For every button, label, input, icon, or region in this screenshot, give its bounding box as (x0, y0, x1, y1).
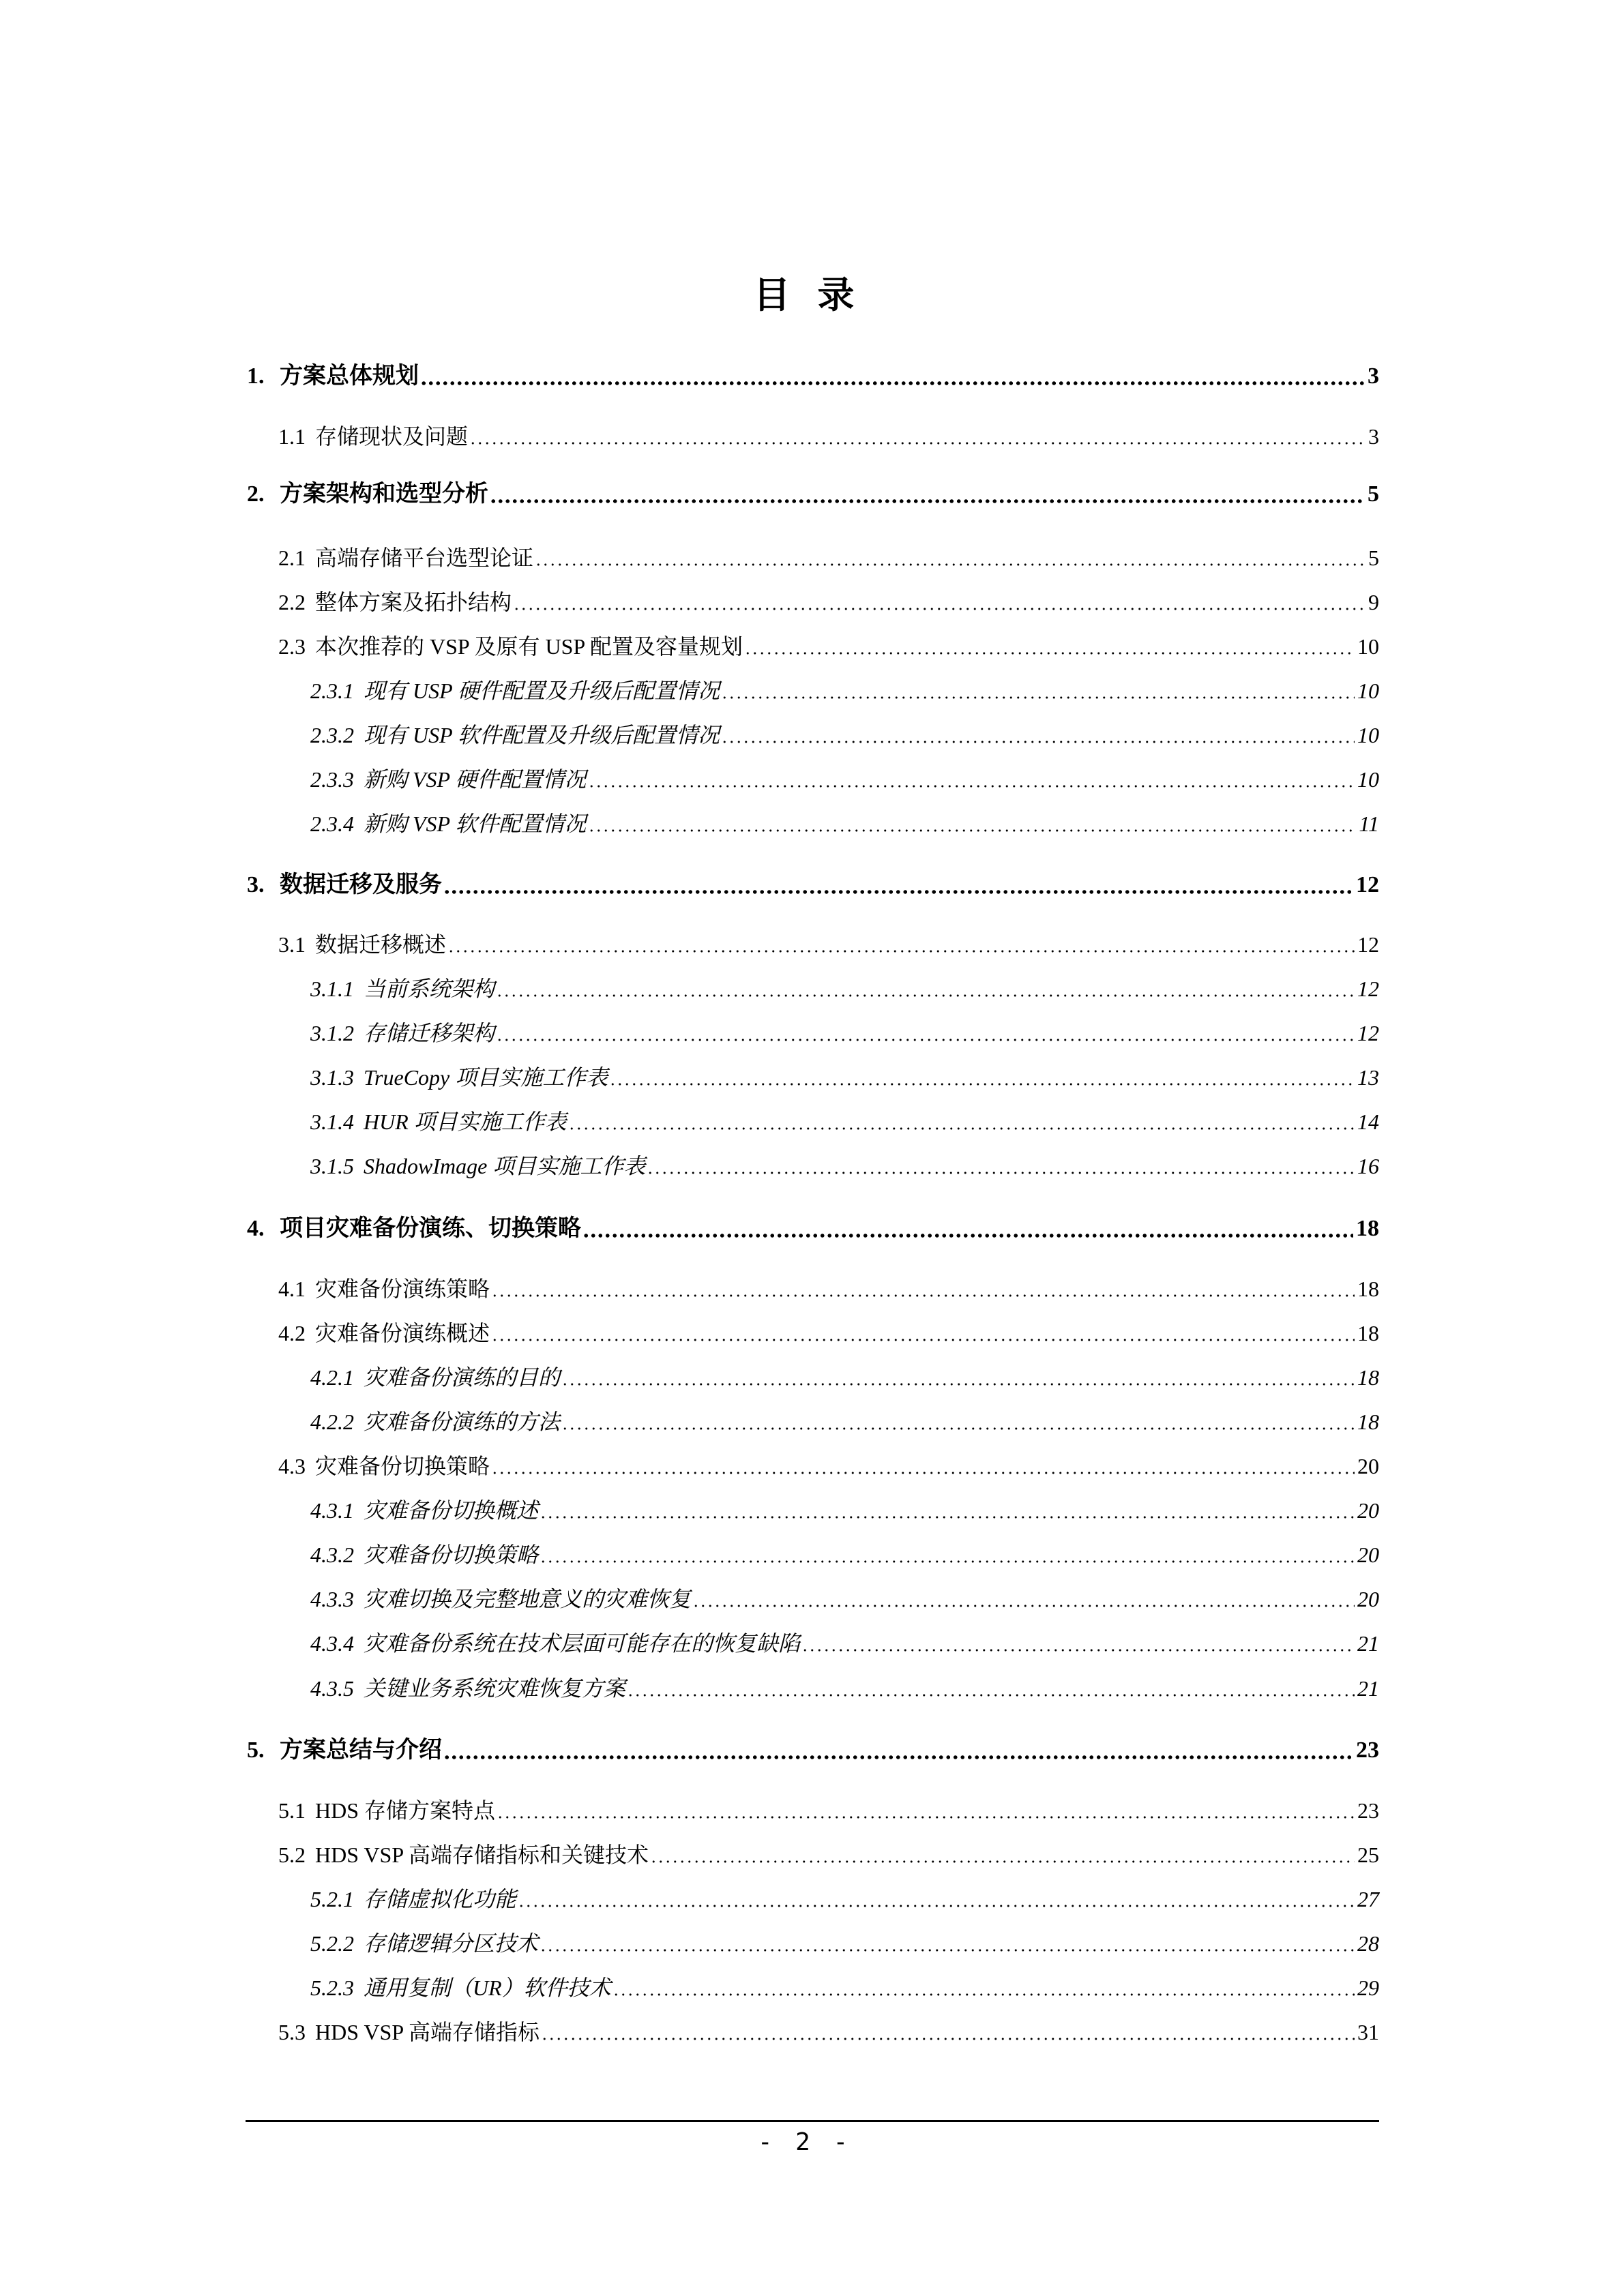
dot-leader (535, 543, 1365, 573)
toc-entry-page: 10 (1357, 634, 1379, 659)
toc-entry-number: 2.1 (278, 546, 306, 570)
toc-entry-page: 3 (1368, 363, 1379, 389)
toc-entry-5-2-2[interactable] (246, 1924, 1379, 1958)
toc-entry-page: 18 (1357, 1277, 1379, 1301)
toc-entry-number: 5.1 (278, 1798, 306, 1823)
toc-entry-page: 18 (1357, 1410, 1379, 1434)
toc-entry-label: 数据迁移概述 (315, 932, 447, 957)
toc-entry-4-3-4[interactable] (246, 1624, 1379, 1658)
toc-entry-number: 4.3.5 (310, 1676, 354, 1701)
toc-entry-4-2[interactable] (246, 1314, 1379, 1348)
toc-entry-page: 28 (1357, 1931, 1379, 1956)
toc-entry-label: ShadowImage 项目实施工作表 (364, 1154, 646, 1178)
toc-entry-2-3-4[interactable] (246, 805, 1379, 839)
dot-leader (609, 1062, 1355, 1092)
toc-entry-number: 1.1 (278, 424, 306, 449)
toc-entry-number: 4.1 (278, 1277, 306, 1301)
dot-leader (588, 809, 1357, 839)
toc-entry-label: 灾难备份切换策略 (315, 1454, 490, 1478)
toc-entry-3-1-5[interactable] (246, 1147, 1379, 1181)
toc-entry-number: 5.2 (278, 1843, 306, 1867)
toc-entry-page: 14 (1357, 1109, 1379, 1134)
toc-entry-label: 新购 VSP 软件配置情况 (364, 811, 587, 836)
dot-leader (721, 720, 1355, 750)
dot-leader (518, 1884, 1355, 1914)
dot-leader (561, 1407, 1355, 1437)
toc-entry-page: 20 (1357, 1587, 1379, 1611)
toc-entry-page: 5 (1368, 546, 1379, 570)
toc-entry-1-1[interactable] (246, 417, 1379, 451)
toc-entry-page: 23 (1357, 1798, 1379, 1823)
toc-entry-page: 12 (1357, 976, 1379, 1001)
dot-leader (568, 1107, 1355, 1137)
dot-leader (540, 1495, 1355, 1525)
dot-leader (443, 870, 1353, 900)
dot-leader (721, 676, 1355, 706)
toc-entry-label: 当前系统架构 (364, 976, 495, 1001)
toc-entry-5-2[interactable] (246, 1836, 1379, 1870)
toc-entry-3-1-1[interactable] (246, 970, 1379, 1004)
toc-entry-page: 20 (1357, 1542, 1379, 1567)
toc-entry-label: 灾难切换及完整地意义的灾难恢复 (364, 1587, 692, 1611)
toc-entry-5[interactable] (246, 1731, 1379, 1765)
toc-entry-number: 4.3.2 (310, 1542, 354, 1567)
toc-entry-number: 2.3.2 (310, 723, 354, 747)
dot-leader (469, 421, 1365, 451)
toc-entry-number: 5.3 (278, 2020, 306, 2044)
dot-leader (490, 479, 1365, 509)
toc-entry-number: 2.3 (278, 634, 306, 659)
dot-leader (447, 929, 1355, 959)
toc-entry-3-1-4[interactable] (246, 1103, 1379, 1137)
toc-entry-4-3-5[interactable] (246, 1669, 1379, 1703)
toc-entry-number: 2.3.3 (310, 767, 354, 792)
dot-leader (497, 1795, 1355, 1825)
table-of-contents (246, 0, 1379, 2114)
toc-entry-page: 12 (1357, 1021, 1379, 1045)
toc-entry-page: 10 (1357, 679, 1379, 703)
toc-entry-number: 4.2.1 (310, 1365, 354, 1390)
toc-entry-label: 存储虚拟化功能 (364, 1887, 517, 1911)
toc-entry-label: 灾难备份演练的方法 (364, 1410, 561, 1434)
toc-entry-label: HDS VSP 高端存储指标 (315, 2020, 540, 2044)
toc-entry-page: 13 (1357, 1065, 1379, 1090)
toc-entry-5-2-3[interactable] (246, 1969, 1379, 2003)
toc-entry-number: 4.3.4 (310, 1631, 354, 1656)
toc-entry-number: 4.2.2 (310, 1410, 354, 1434)
toc-entry-4[interactable] (246, 1210, 1379, 1244)
dot-leader (627, 1673, 1355, 1703)
toc-entry-label: 存储迁移架构 (364, 1021, 495, 1045)
toc-entry-label: 存储现状及问题 (315, 424, 469, 449)
toc-entry-page: 11 (1359, 811, 1379, 836)
dot-leader (561, 1362, 1355, 1392)
toc-entry-label: 高端存储平台选型论证 (315, 546, 534, 570)
dot-leader (443, 1735, 1353, 1765)
toc-entry-number: 4.3 (278, 1454, 306, 1478)
dot-leader (540, 1540, 1355, 1570)
toc-entry-5-2-1[interactable] (246, 1880, 1379, 1914)
toc-entry-2[interactable] (246, 475, 1379, 509)
dot-leader (692, 1584, 1355, 1614)
toc-entry-2-3-1[interactable] (246, 672, 1379, 706)
dot-leader (420, 361, 1365, 391)
toc-entry-4-2-2[interactable] (246, 1403, 1379, 1437)
toc-entry-2-1[interactable] (246, 539, 1379, 573)
toc-entry-number: 5. (247, 1738, 265, 1763)
toc-entry-3-1-3[interactable] (246, 1058, 1379, 1092)
toc-entry-page: 21 (1357, 1631, 1379, 1656)
dot-leader (491, 1274, 1355, 1304)
toc-entry-number: 3.1 (278, 932, 306, 957)
toc-entry-page: 20 (1357, 1498, 1379, 1523)
toc-entry-label: 灾难备份演练的目的 (364, 1365, 561, 1390)
toc-entry-4-3-1[interactable] (246, 1491, 1379, 1525)
dot-leader (588, 764, 1355, 794)
toc-entry-number: 3. (247, 872, 265, 897)
toc-entry-2-3-2[interactable] (246, 716, 1379, 750)
toc-entry-number: 5.2.2 (310, 1931, 354, 1956)
toc-entry-number: 1. (247, 363, 265, 389)
toc-entry-label: 方案架构和选型分析 (280, 481, 488, 507)
toc-entry-label: 关键业务系统灾难恢复方案 (364, 1676, 626, 1701)
toc-entry-page: 29 (1357, 1976, 1379, 2000)
toc-entry-label: 灾难备份系统在技术层面可能存在的恢复缺陷 (364, 1631, 801, 1656)
toc-entry-4-1[interactable] (246, 1270, 1379, 1304)
dot-leader (496, 1018, 1355, 1048)
toc-entry-page: 20 (1357, 1454, 1379, 1478)
dot-leader (650, 1840, 1355, 1870)
toc-entry-3-1[interactable] (246, 925, 1379, 959)
toc-entry-number: 3.1.1 (310, 976, 354, 1001)
toc-entry-page: 27 (1357, 1887, 1379, 1911)
toc-entry-label: HDS VSP 高端存储指标和关键技术 (315, 1843, 649, 1867)
toc-entry-label: 整体方案及拓扑结构 (315, 590, 512, 614)
toc-entry-page: 12 (1356, 872, 1379, 897)
toc-entry-label: 新购 VSP 硬件配置情况 (364, 767, 587, 792)
toc-entry-label: 数据迁移及服务 (280, 872, 442, 897)
toc-entry-page: 31 (1357, 2020, 1379, 2044)
toc-entry-4-3[interactable] (246, 1447, 1379, 1481)
toc-entry-label: 现有 USP 硬件配置及升级后配置情况 (364, 679, 720, 703)
toc-entry-4-3-2[interactable] (246, 1536, 1379, 1570)
footer-divider (246, 2120, 1379, 2122)
toc-entry-2-3-3[interactable] (246, 760, 1379, 794)
toc-entry-number: 2.3.1 (310, 679, 354, 703)
toc-entry-page: 3 (1368, 424, 1379, 449)
dot-leader (540, 1928, 1355, 1958)
toc-entry-3-1-2[interactable] (246, 1014, 1379, 1048)
toc-entry-number: 4. (247, 1216, 265, 1241)
toc-entry-number: 2.2 (278, 590, 306, 614)
toc-entry-5-1[interactable] (246, 1791, 1379, 1825)
dot-leader (541, 2017, 1355, 2047)
toc-entry-page: 5 (1368, 481, 1379, 507)
toc-entry-label: 灾难备份切换策略 (364, 1542, 539, 1567)
toc-entry-page: 9 (1368, 590, 1379, 614)
toc-entry-number: 4.3.3 (310, 1587, 354, 1611)
toc-entry-page: 18 (1356, 1216, 1379, 1241)
toc-entry-number: 5.2.1 (310, 1887, 354, 1911)
toc-entry-number: 3.1.3 (310, 1065, 354, 1090)
toc-entry-label: 通用复制（UR）软件技术 (364, 1976, 611, 2000)
toc-entry-label: 存储逻辑分区技术 (364, 1931, 539, 1956)
toc-entry-number: 4.3.1 (310, 1498, 354, 1523)
toc-entry-2-3[interactable] (246, 627, 1379, 661)
toc-entry-4-2-1[interactable] (246, 1358, 1379, 1392)
dot-leader (491, 1318, 1355, 1348)
toc-entry-page: 12 (1357, 932, 1379, 957)
toc-entry-page: 10 (1357, 767, 1379, 792)
toc-entry-1[interactable] (246, 357, 1379, 391)
dot-leader (647, 1151, 1355, 1181)
toc-entry-label: HUR 项目实施工作表 (364, 1109, 567, 1134)
toc-entry-label: 灾难备份演练概述 (315, 1321, 490, 1345)
dot-leader (582, 1214, 1353, 1244)
toc-entry-4-3-3[interactable] (246, 1580, 1379, 1614)
toc-entry-label: HDS 存储方案特点 (315, 1798, 496, 1823)
toc-entry-2-2[interactable] (246, 583, 1379, 617)
dot-leader (513, 587, 1365, 617)
toc-entry-page: 10 (1357, 723, 1379, 747)
toc-entry-number: 3.1.5 (310, 1154, 354, 1178)
toc-entry-label: TrueCopy 项目实施工作表 (364, 1065, 608, 1090)
toc-entry-number: 5.2.3 (310, 1976, 354, 2000)
toc-entry-number: 4.2 (278, 1321, 306, 1345)
toc-entry-page: 25 (1357, 1843, 1379, 1867)
toc-entry-label: 本次推荐的 VSP 及原有 USP 配置及容量规划 (315, 634, 743, 659)
toc-entry-label: 方案总体规划 (280, 363, 419, 389)
toc-entry-page: 21 (1357, 1676, 1379, 1701)
toc-entry-label: 灾难备份演练策略 (315, 1277, 490, 1301)
toc-entry-page: 23 (1356, 1738, 1379, 1763)
toc-entry-number: 2. (247, 481, 265, 507)
toc-entry-5-3[interactable] (246, 2013, 1379, 2047)
toc-entry-3[interactable] (246, 866, 1379, 900)
dot-leader (491, 1451, 1355, 1481)
toc-entry-page: 18 (1357, 1365, 1379, 1390)
toc-entry-label: 灾难备份切换概述 (364, 1498, 539, 1523)
page-number: - 2 - (757, 2128, 853, 2156)
toc-entry-label: 项目灾难备份演练、切换策略 (280, 1216, 581, 1241)
dot-leader (612, 1973, 1355, 2003)
toc-entry-label: 现有 USP 软件配置及升级后配置情况 (364, 723, 720, 747)
dot-leader (744, 631, 1355, 661)
toc-entry-label: 方案总结与介绍 (280, 1738, 442, 1763)
toc-entry-page: 16 (1357, 1154, 1379, 1178)
toc-entry-number: 2.3.4 (310, 811, 354, 836)
dot-leader (496, 974, 1355, 1004)
toc-entry-number: 3.1.4 (310, 1109, 354, 1134)
toc-entry-number: 3.1.2 (310, 1021, 354, 1045)
toc-entry-page: 18 (1357, 1321, 1379, 1345)
dot-leader (801, 1628, 1355, 1658)
toc-title: 目录 (753, 273, 882, 316)
